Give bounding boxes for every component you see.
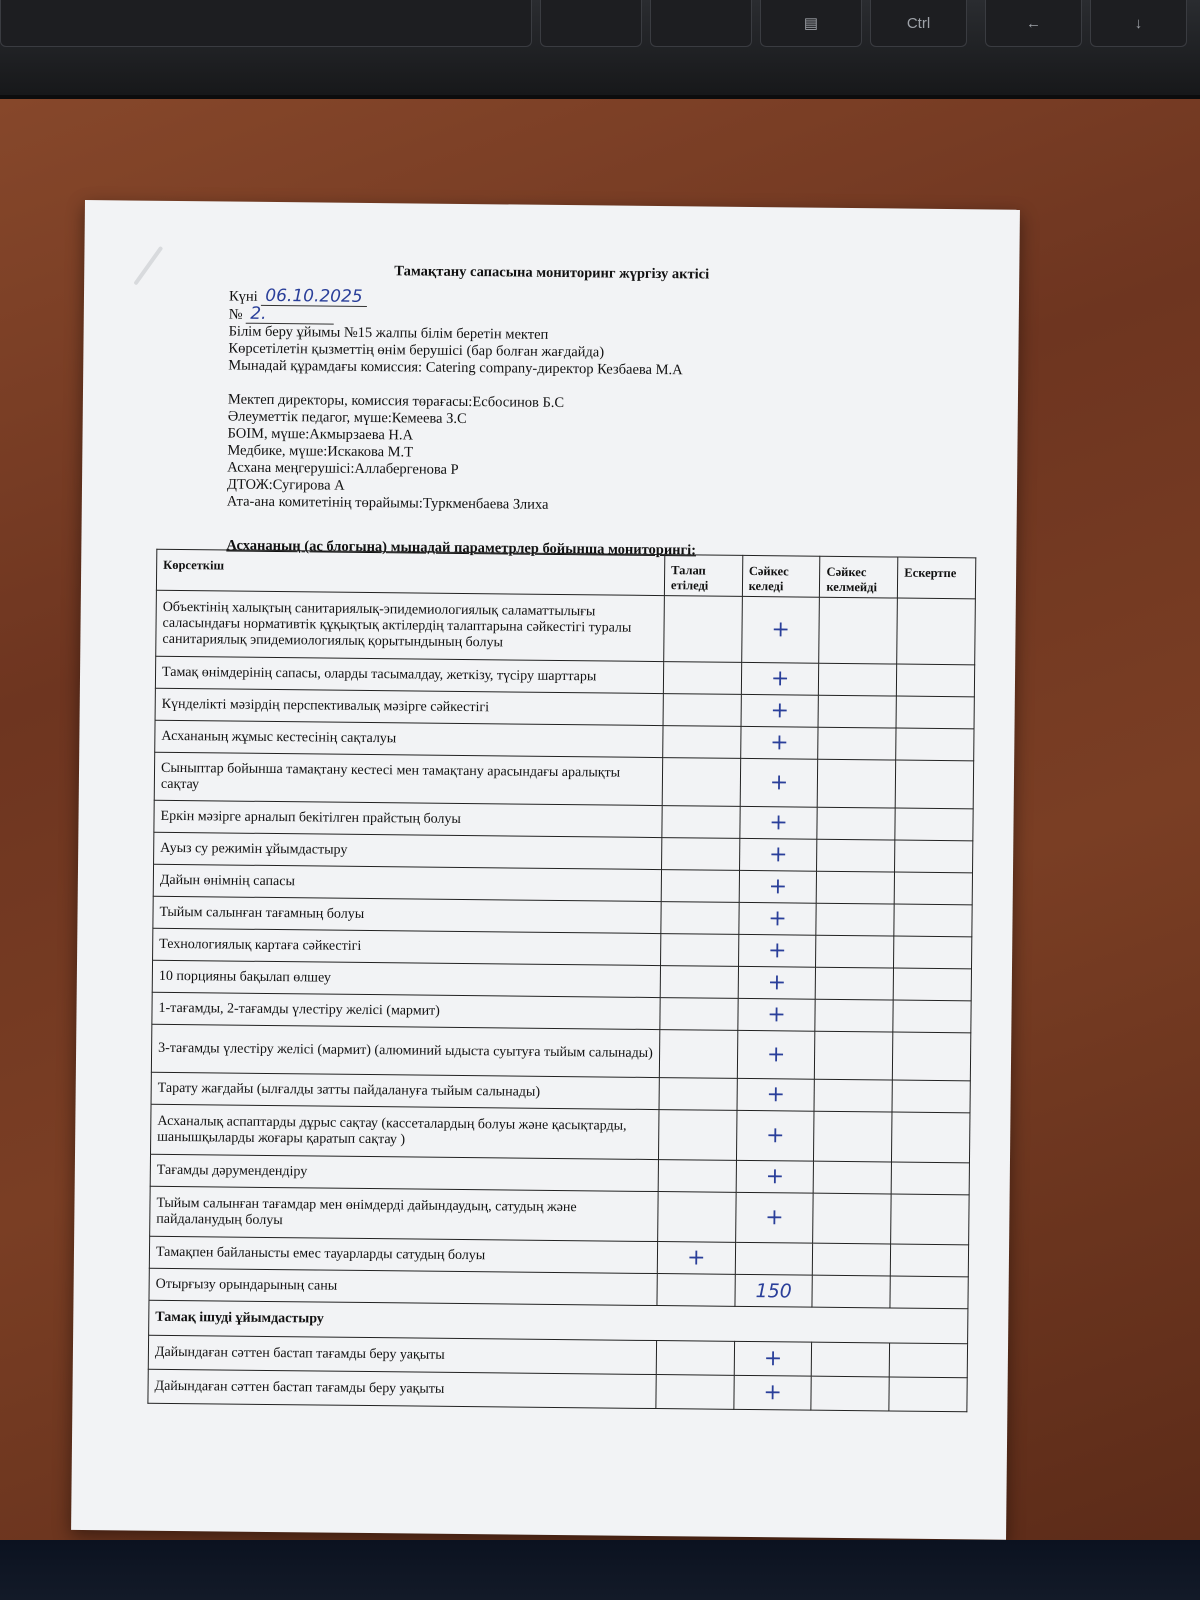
row-compliant: +	[738, 966, 816, 999]
row-noncompliant	[811, 1376, 889, 1411]
row-noncompliant	[813, 1193, 891, 1244]
row-required	[663, 694, 741, 727]
number-label: №	[228, 306, 243, 323]
document-header	[226, 285, 684, 516]
row-note	[893, 968, 971, 1001]
row-note	[894, 872, 972, 905]
table-row	[151, 1024, 970, 1081]
ctrl-key: Ctrl	[870, 0, 967, 47]
row-required	[663, 662, 741, 695]
row-indicator: Дайындаған сәттен бастап тағамды беру уақыты	[148, 1335, 656, 1374]
row-indicator: Технологиялық картаға сәйкестігі	[153, 928, 661, 965]
row-required	[658, 1160, 736, 1193]
keyboard-key	[540, 0, 642, 47]
row-note	[894, 936, 972, 969]
row-noncompliant	[819, 663, 897, 696]
row-indicator: 1-тағамды, 2-тағамды үлестіру желісі (мармит)	[152, 992, 660, 1029]
row-compliant: +	[736, 1110, 814, 1161]
row-indicator: Тыйым салынған тағамның болуы	[153, 896, 661, 933]
row-note	[895, 808, 973, 841]
row-noncompliant	[819, 597, 897, 664]
desk-bottom-strip	[0, 1540, 1200, 1600]
row-indicator: Дайын өнімнің сапасы	[153, 864, 661, 901]
header-indicator: Көрсеткіш	[156, 549, 664, 595]
row-indicator: 3-тағамды үлестіру желісі (мармит) (алюминий ыдыста суытуға тыйым салынады)	[151, 1024, 659, 1077]
row-required: +	[657, 1242, 735, 1275]
section-title: Тамақ ішуді ұйымдастыру	[149, 1300, 968, 1344]
row-compliant: +	[741, 596, 819, 663]
row-required	[659, 1078, 737, 1111]
table-body-2	[148, 1335, 968, 1412]
row-noncompliant	[813, 1243, 891, 1276]
header-compliant: Сәйкес келеді	[742, 555, 820, 597]
date-value: 06.10.2025	[261, 288, 367, 307]
row-noncompliant	[814, 1079, 892, 1112]
row-indicator: Сыныптар бойынша тамақтану кестесі мен тамақтану арасындағы аралықты сақтау	[154, 752, 662, 805]
row-note	[889, 1343, 967, 1378]
row-noncompliant	[818, 695, 896, 728]
header-required: Талап етіледі	[664, 555, 742, 597]
date-label: Күні	[228, 288, 258, 305]
row-indicator: Тамақ өнімдерінің сапасы, оларды тасымалдау, жеткізу, түсіру шарттары	[155, 656, 663, 693]
row-compliant: +	[740, 726, 818, 759]
member-line: Асхана меңгерушісі:Аллабергенова Р	[227, 459, 459, 478]
row-compliant: +	[740, 758, 818, 807]
row-indicator: Асханалық аспаптарды дұрыс сақтау (кассеталардың болуы және қасықтарды, шанышқыларды жоғары қаратып сақтау )	[151, 1104, 659, 1159]
row-compliant: +	[734, 1341, 812, 1376]
supplier-line: Көрсетілетін қызметтің өнім берушісі (бар болған жағдайда)	[228, 340, 605, 361]
row-indicator: Тағамды дәрумендендіру	[150, 1154, 658, 1191]
row-required	[658, 1192, 736, 1243]
row-indicator: 10 порцияны бақылап өлшеу	[152, 960, 660, 997]
row-noncompliant	[814, 1161, 892, 1194]
row-indicator: Тыйым салынған тағамдар мен өнімдерді дайындаудың, сатудың және пайдаланудың болуы	[150, 1186, 658, 1241]
row-note	[892, 1080, 970, 1113]
arrow-down-key: ↓	[1090, 0, 1187, 47]
row-compliant	[735, 1242, 813, 1275]
row-noncompliant	[817, 839, 895, 872]
table-row	[154, 752, 973, 809]
row-note	[892, 1112, 970, 1163]
row-indicator: Дайындаған сәттен бастап тағамды беру уақыты	[148, 1369, 656, 1408]
header-note: Ескертпе	[898, 557, 976, 599]
row-noncompliant	[815, 999, 893, 1032]
row-noncompliant	[812, 1275, 890, 1308]
row-indicator: Тамақпен байланысты емес тауарларды сатудың болуы	[149, 1236, 657, 1273]
row-required	[663, 726, 741, 759]
keyboard-key	[0, 0, 532, 47]
row-required	[656, 1375, 734, 1410]
row-indicator: Асхананың жұмыс кестесінің сақталуы	[155, 720, 663, 757]
row-noncompliant	[816, 903, 894, 936]
section-heading: Асхананың (ас блогына) мынадай параметрлер бойынша мониторингі:	[226, 537, 697, 559]
row-note	[897, 598, 975, 665]
table-row	[150, 1186, 969, 1245]
row-note	[896, 728, 974, 761]
row-compliant: +	[737, 1030, 815, 1079]
row-noncompliant	[818, 727, 896, 760]
row-required	[661, 870, 739, 903]
row-required	[662, 806, 740, 839]
arrow-left-key: ←	[985, 0, 1082, 47]
member-line: Мектеп директоры, комиссия төрағасы:Есбосинов Б.С	[227, 391, 565, 412]
row-noncompliant	[818, 759, 896, 808]
row-indicator: Ауыз су режимін ұйымдастыру	[154, 832, 662, 869]
row-required	[656, 1341, 734, 1376]
row-note	[895, 840, 973, 873]
row-required	[664, 596, 742, 663]
row-noncompliant	[816, 935, 894, 968]
row-indicator: Еркін мәзірге арналып бекітілген прайстың болуы	[154, 800, 662, 837]
member-line: Ата-ана комитетінің төрайымы:Туркменбаева Злиха	[226, 493, 549, 513]
header-noncompliant: Сәйкес келмейді	[820, 556, 898, 598]
row-compliant: +	[737, 1078, 815, 1111]
row-required	[661, 902, 739, 935]
row-indicator: Отырғызу орындарының саны	[149, 1268, 657, 1305]
org-line: Білім беру ұйымы №15 жалпы білім беретін мектеп	[228, 323, 549, 343]
row-required	[661, 838, 739, 871]
row-compliant: +	[741, 694, 819, 727]
row-note	[893, 1000, 971, 1033]
row-compliant: +	[739, 870, 817, 903]
row-indicator: Тарату жағдайы (ылғалды затты пайдалануға тыйым салынады)	[151, 1072, 659, 1109]
row-required	[660, 998, 738, 1031]
row-required	[659, 1030, 737, 1079]
member-line: БОІМ, мүше:Акмырзаева Н.А	[227, 425, 414, 444]
row-note	[890, 1276, 968, 1309]
row-note	[894, 904, 972, 937]
keyboard	[0, 0, 1200, 99]
row-note	[890, 1244, 968, 1277]
document-title: Тамақтану сапасына мониторинг жүргізу актісі	[394, 263, 710, 283]
number-value: 2.	[246, 306, 334, 325]
row-compliant: +	[736, 1160, 814, 1193]
table-row	[151, 1104, 970, 1163]
member-line: Медбике, мүше:Искакова М.Т	[227, 442, 414, 461]
row-noncompliant	[815, 1031, 893, 1080]
keyboard-key	[650, 0, 752, 47]
row-required	[660, 934, 738, 967]
row-compliant: +	[738, 934, 816, 967]
row-compliant: +	[734, 1375, 812, 1410]
row-indicator: Күнделікті мәзірдің перспективалық мәзірге сәйкестігі	[155, 688, 663, 725]
monitoring-table	[147, 549, 976, 1413]
row-note	[896, 696, 974, 729]
row-compliant: +	[738, 998, 816, 1031]
row-note	[895, 760, 973, 809]
menu-key: ▤	[760, 0, 862, 47]
row-compliant: 150	[735, 1274, 813, 1307]
row-noncompliant	[812, 1342, 890, 1377]
table-row	[156, 590, 976, 665]
table-body	[149, 590, 975, 1309]
row-compliant: +	[739, 838, 817, 871]
row-compliant: +	[741, 662, 819, 695]
commission-line: Мынадай құрамдағы комиссия: Catering company-директор Кезбаева М.А	[228, 357, 683, 379]
table-row	[148, 1369, 967, 1412]
row-note	[891, 1194, 969, 1245]
row-noncompliant	[817, 807, 895, 840]
row-indicator: Объектінің халықтың санитариялық-эпидемиологиялық саламаттылығы саласындағы нормативтік құқықтық актілердің талаптарына сәйкестігі туралы санитариялық эпидемиологиялық қорытындының болуы	[156, 590, 665, 661]
row-compliant: +	[735, 1192, 813, 1243]
row-note	[897, 664, 975, 697]
row-noncompliant	[816, 967, 894, 1000]
row-note	[889, 1377, 967, 1412]
row-required	[657, 1274, 735, 1307]
row-note	[893, 1032, 971, 1081]
row-noncompliant	[817, 871, 895, 904]
row-required	[662, 758, 740, 807]
row-noncompliant	[814, 1111, 892, 1162]
row-compliant: +	[740, 806, 818, 839]
member-line: Әлеуметтік педагог, мүше:Кемеева З.С	[227, 408, 467, 428]
row-required	[658, 1110, 736, 1161]
document-sheet	[71, 200, 1020, 1540]
row-note	[891, 1162, 969, 1195]
member-line: ДТОЖ:Сугирова А	[226, 476, 345, 494]
row-required	[660, 966, 738, 999]
row-compliant: +	[739, 902, 817, 935]
